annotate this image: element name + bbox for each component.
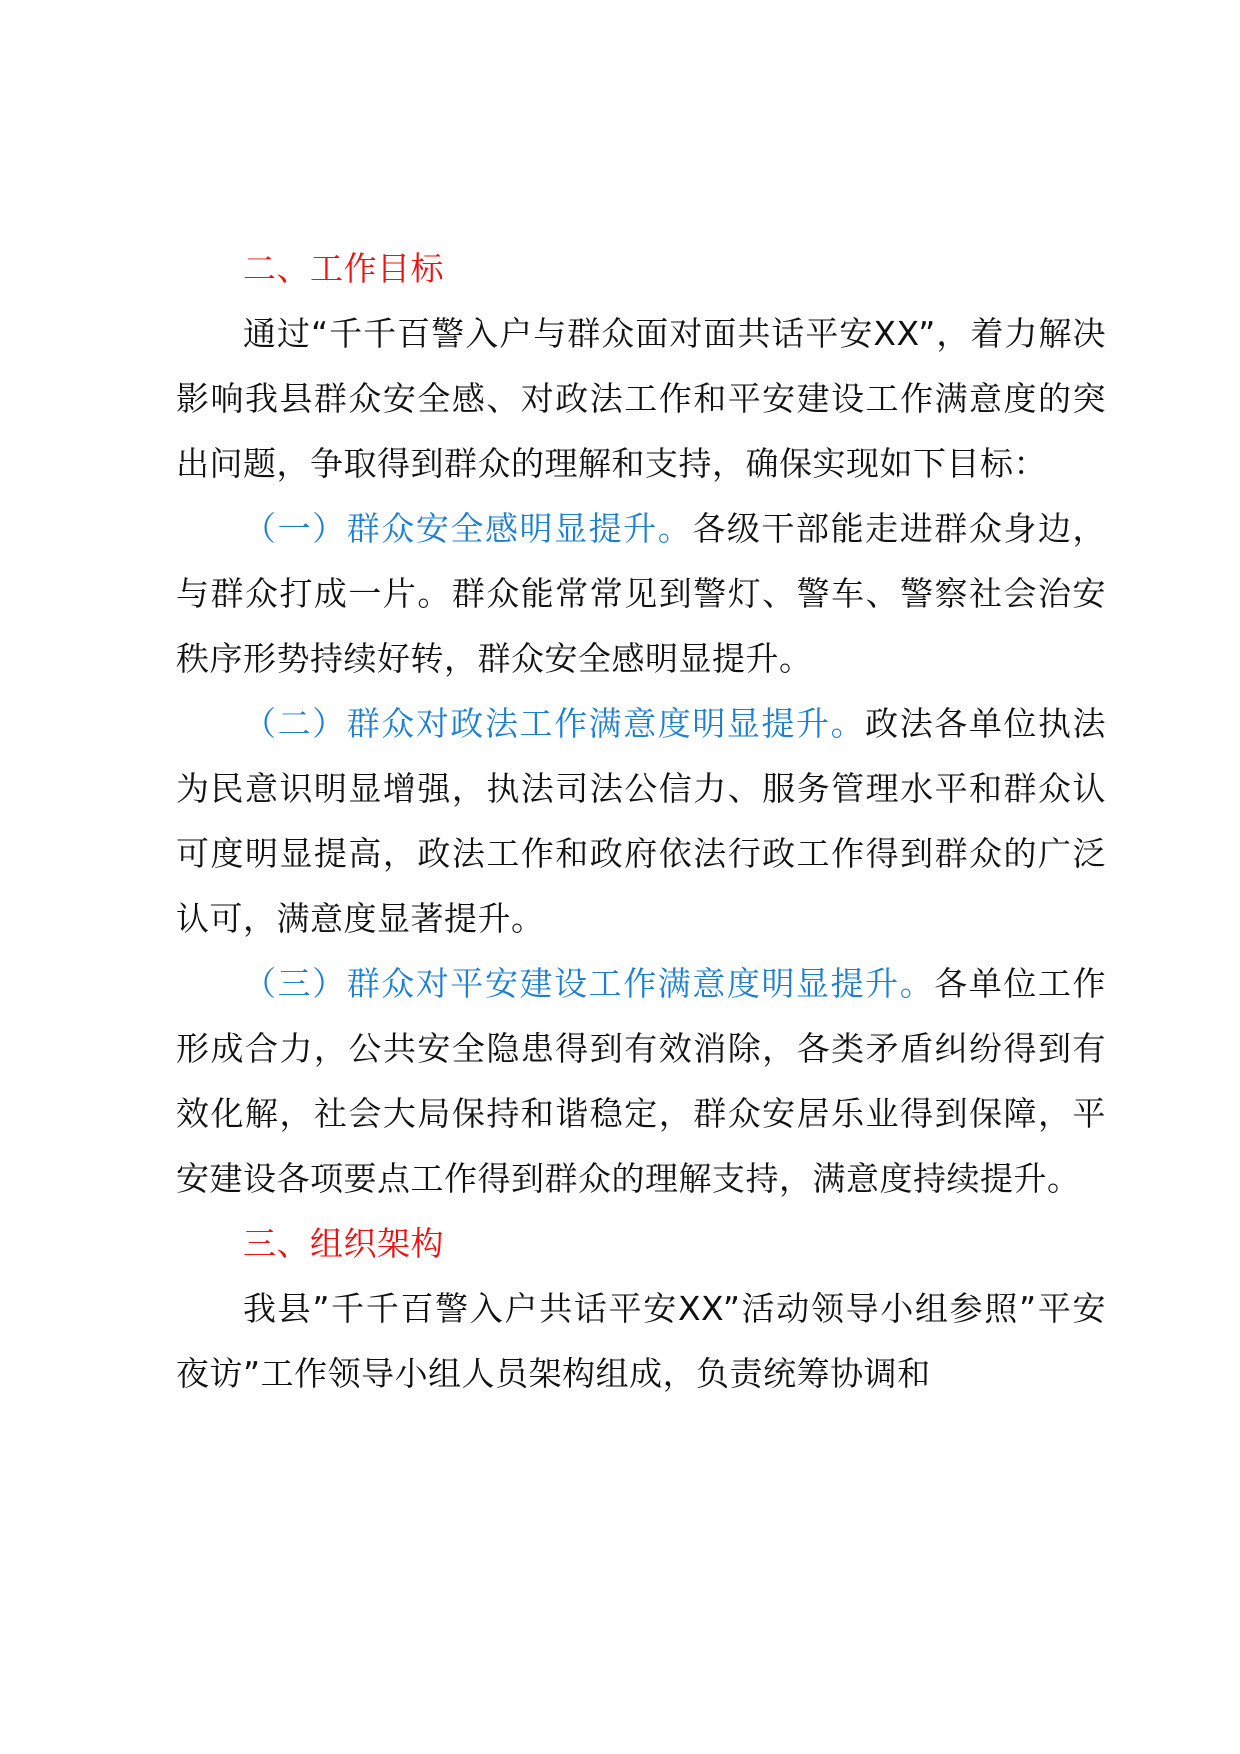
goal-item-3-text: 各单位工作形成合力，公共安全隐患得到有效消除，各类矛盾纠纷得到有效化解，社会大局保持和谐稳定，群众安居乐业得到保障，平安建设各项要点工作得到群众的理解支持，满意度持续提升。 (176, 964, 1106, 1198)
section-3-heading: 三、组织架构 (243, 1224, 444, 1263)
goal-item-3 (176, 951, 1106, 1211)
document-page (176, 236, 1106, 1406)
goal-item-1-lead: （一）群众安全感明显提升。 (243, 509, 693, 548)
goal-item-2-lead: （二）群众对政法工作满意度明显提升。 (243, 704, 866, 743)
goal-item-1 (176, 496, 1106, 691)
section-3-intro: 我县”千千百警入户共话平安XX”活动领导小组参照”平安夜访”工作领导小组人员架构组成，负责统筹协调和 (176, 1289, 1106, 1393)
section-2-heading: 二、工作目标 (243, 249, 444, 288)
goal-item-1-text: 各级干部能走进群众身边，与群众打成一片。群众能常常见到警灯、警车、警察社会治安秩序形势持续好转，群众安全感明显提升。 (176, 509, 1106, 678)
goal-item-3-lead: （三）群众对平安建设工作满意度明显提升。 (243, 964, 935, 1003)
goal-item-2-text: 政法各单位执法为民意识明显增强，执法司法公信力、服务管理水平和群众认可度明显提高，政法工作和政府依法行政工作得到群众的广泛认可，满意度显著提升。 (176, 704, 1106, 938)
goal-item-2 (176, 691, 1106, 951)
section-2-intro: 通过“千千百警入户与群众面对面共话平安XX”，着力解决影响我县群众安全感、对政法工作和平安建设工作满意度的突出问题，争取得到群众的理解和支持，确保实现如下目标： (176, 314, 1106, 483)
